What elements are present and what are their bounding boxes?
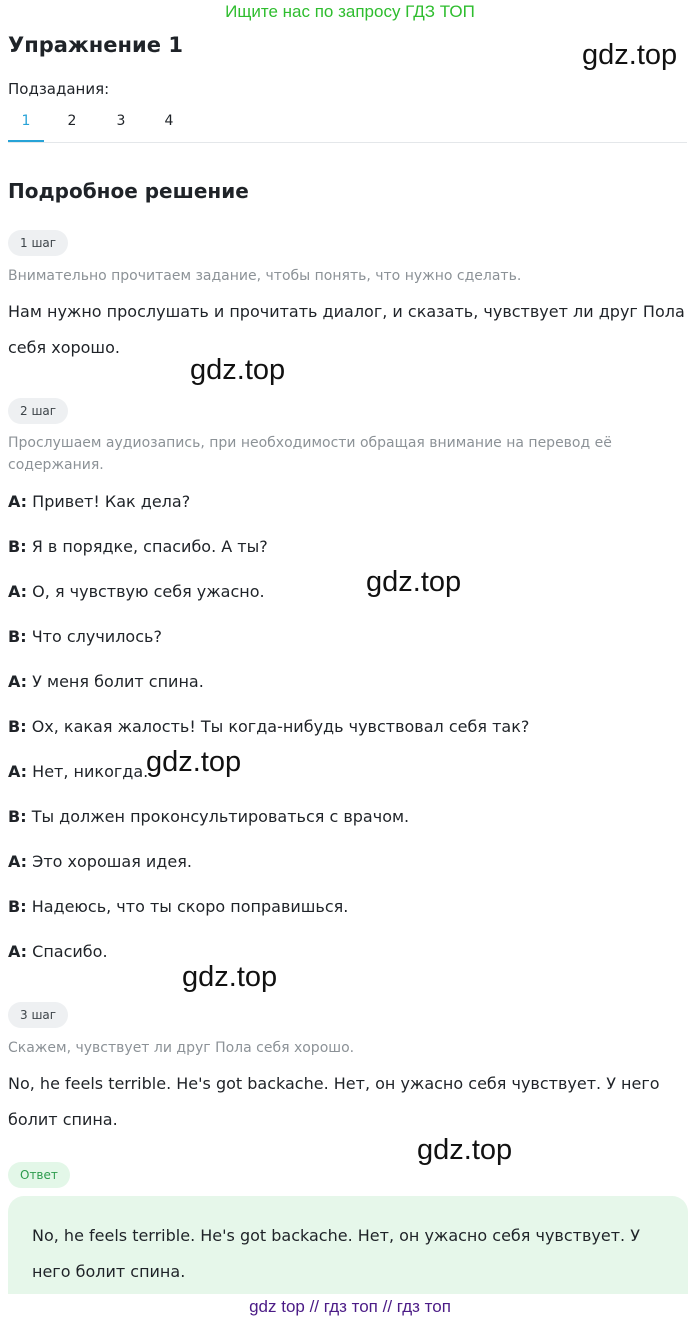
dialogue-line bbox=[8, 535, 268, 559]
dialogue-text: Привет! Как дела? bbox=[32, 492, 191, 511]
speaker-label: A: bbox=[8, 762, 28, 781]
dialogue-line bbox=[8, 580, 265, 604]
dialogue-text: Я в порядке, спасибо. А ты? bbox=[31, 537, 268, 556]
dialogue-line bbox=[8, 625, 162, 649]
watermark: gdz.top bbox=[417, 1134, 513, 1166]
step-badge: 3 шаг bbox=[8, 1002, 68, 1028]
step-hint: Скажем, чувствует ли друг Пола себя хорошо. bbox=[8, 1040, 355, 1056]
step-hint: Внимательно прочитаем задание, чтобы понять, что нужно сделать. bbox=[8, 268, 522, 284]
watermark: gdz.top bbox=[582, 39, 678, 71]
dialogue-text: У меня болит спина. bbox=[32, 672, 204, 691]
answer-box bbox=[8, 1196, 688, 1294]
watermark: gdz.top bbox=[182, 961, 278, 993]
dialogue-line bbox=[8, 715, 529, 739]
tab-subtask-2[interactable]: 2 bbox=[67, 113, 77, 129]
dialogue-line bbox=[8, 490, 190, 514]
step-text: Нам нужно прослушать и прочитать диалог, и сказать, чувствует ли друг Пола себя хорошо. bbox=[8, 302, 685, 357]
speaker-label: B: bbox=[8, 897, 27, 916]
speaker-label: B: bbox=[8, 627, 27, 646]
dialogue-text: О, я чувствую себя ужасно. bbox=[32, 582, 265, 601]
dialogue-text: Спасибо. bbox=[32, 942, 108, 961]
watermark: gdz.top bbox=[190, 354, 286, 386]
step-text: No, he feels terrible. He's got backache. Нет, он ужасно себя чувствует. У него болит спина. bbox=[8, 1074, 660, 1129]
solution-title: Подробное решение bbox=[8, 179, 249, 203]
speaker-label: A: bbox=[8, 672, 28, 691]
tab-subtask-4[interactable]: 4 bbox=[164, 113, 174, 129]
speaker-label: B: bbox=[8, 717, 27, 736]
dialogue-text: Ох, какая жалость! Ты когда-нибудь чувствовал себя так? bbox=[31, 717, 530, 736]
speaker-label: A: bbox=[8, 942, 28, 961]
speaker-label: B: bbox=[8, 807, 27, 826]
dialogue-line bbox=[8, 895, 348, 919]
dialogue-line bbox=[8, 940, 108, 964]
step-badge: 2 шаг bbox=[8, 398, 68, 424]
footer-links[interactable]: gdz top // гдз топ // гдз топ bbox=[249, 1297, 451, 1316]
top-banner[interactable]: Ищите нас по запросу ГДЗ ТОП bbox=[225, 2, 475, 21]
speaker-label: A: bbox=[8, 492, 28, 511]
speaker-label: A: bbox=[8, 582, 28, 601]
dialogue-text: Ты должен проконсультироваться с врачом. bbox=[31, 807, 410, 826]
step-badge: 1 шаг bbox=[8, 230, 68, 256]
step-hint: Прослушаем аудиозапись, при необходимости обращая внимание на перевод её содержания. bbox=[8, 435, 612, 473]
watermark: gdz.top bbox=[146, 746, 242, 778]
subtask-tabs bbox=[8, 106, 687, 143]
dialogue-text: Что случилось? bbox=[31, 627, 162, 646]
tab-subtask-3[interactable]: 3 bbox=[116, 113, 126, 129]
dialogue-line bbox=[8, 805, 409, 829]
dialogue-line bbox=[8, 760, 148, 784]
speaker-label: A: bbox=[8, 852, 28, 871]
watermark: gdz.top bbox=[366, 566, 462, 598]
dialogue-text: Это хорошая идея. bbox=[32, 852, 192, 871]
tab-subtask-1[interactable]: 1 bbox=[8, 106, 44, 142]
dialogue-line bbox=[8, 850, 192, 874]
dialogue-line bbox=[8, 670, 204, 694]
answer-badge: Ответ bbox=[8, 1162, 70, 1188]
answer-text: No, he feels terrible. He's got backache. Нет, он ужасно себя чувствует. У него болит спина. bbox=[32, 1226, 640, 1281]
speaker-label: B: bbox=[8, 537, 27, 556]
page-title: Упражнение 1 bbox=[8, 33, 183, 57]
dialogue-text: Надеюсь, что ты скоро поправишься. bbox=[31, 897, 349, 916]
dialogue-text: Нет, никогда. bbox=[32, 762, 149, 781]
subtasks-label: Подзадания: bbox=[8, 80, 110, 98]
